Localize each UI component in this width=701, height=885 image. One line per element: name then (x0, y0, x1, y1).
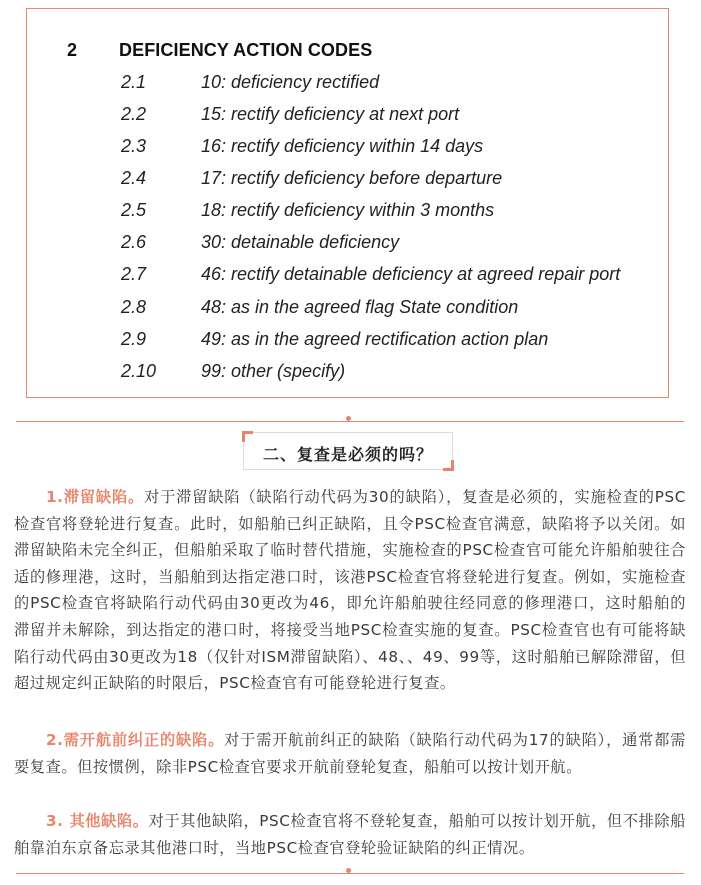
code-number: 2.10 (121, 361, 157, 381)
bottom-divider (16, 873, 684, 874)
deficiency-codes-box (26, 8, 669, 398)
code-number: 2.7 (121, 264, 147, 284)
code-number: 2.1 (121, 72, 147, 92)
code-number: 2.8 (121, 297, 147, 317)
code-text: 15: rectify deficiency at next port (201, 104, 460, 124)
code-text: 48: as in the agreed flag State condition (201, 297, 519, 317)
paragraph-body: 对于其他缺陷，PSC检查官将不登轮复查，船舶可以按计划开航，但不排除船舶靠泊东京备忘录其他港口时，当地PSC检查官登轮验证缺陷的纠正情况。 (14, 812, 686, 857)
paragraph (14, 727, 686, 780)
code-number: 2.3 (121, 136, 147, 156)
paragraph-lead: 1.滞留缺陷。 (46, 488, 145, 506)
section-heading-box (243, 432, 453, 470)
divider-dot (346, 416, 351, 421)
section-title: DEFICIENCY ACTION CODES (119, 40, 373, 60)
code-number: 2.9 (121, 329, 147, 349)
code-number: 2.4 (121, 168, 147, 188)
code-text: 46: rectify detainable deficiency at agreed repair port (201, 264, 621, 284)
paragraph-body: 对于滞留缺陷（缺陷行动代码为30的缺陷），复查是必须的，实施检查的PSC检查官将登轮进行复查。此时，如船舶已纠正缺陷，且令PSC检查官满意，缺陷将予以关闭。如滞留缺陷未完全纠正，但船舶采取了临时替代措施，实施检查的PSC检查官可能允许船舶驶往合适的修理港，这时，当船舶到达指定港口时，该港PSC检查官将登轮进行复查。例如，实施检查的PSC检查官将缺陷行动代码由30更改为46，即允许船舶驶往经同意的修理港口，这时船舶的滞留并未解除，到达指定的港口时，将接受当地PSC检查实施的复查。PSC检查官也有可能将缺陷行动代码由30更改为18（仅针对ISM滞留缺陷）、48、、49、99等，这时船舶已解除滞留，但超过规定纠正缺陷的时限后，PSC检查官有可能登轮进行复查。 (14, 488, 686, 693)
code-text: 49: as in the agreed rectification action plan (201, 329, 549, 349)
code-number: 2.2 (121, 104, 147, 124)
code-text: 16: rectify deficiency within 14 days (201, 136, 484, 156)
paragraph (14, 808, 686, 861)
divider-dot (346, 868, 351, 873)
section-divider (16, 421, 684, 422)
paragraph-lead: 3. 其他缺陷。 (46, 812, 149, 830)
code-text: 17: rectify deficiency before departure (201, 168, 503, 188)
section-number: 2 (67, 40, 78, 60)
code-text: 10: deficiency rectified (201, 72, 380, 92)
corner-accent (242, 431, 253, 442)
code-number: 2.5 (121, 200, 147, 220)
code-text: 30: detainable deficiency (201, 232, 400, 252)
code-text: 18: rectify deficiency within 3 months (201, 200, 495, 220)
paragraph-body: 对于需开航前纠正的缺陷（缺陷行动代码为17的缺陷），通常都需要复查。但按惯例，除非PSC检查官要求开航前登轮复查，船舶可以按计划开航。 (14, 731, 686, 776)
code-number: 2.6 (121, 232, 147, 252)
paragraph (14, 484, 686, 697)
code-text: 99: other (specify) (201, 361, 346, 381)
paragraph-lead: 2.需开航前纠正的缺陷。 (46, 731, 225, 749)
section-heading: 二、复查是必须的吗？ (262, 445, 433, 464)
